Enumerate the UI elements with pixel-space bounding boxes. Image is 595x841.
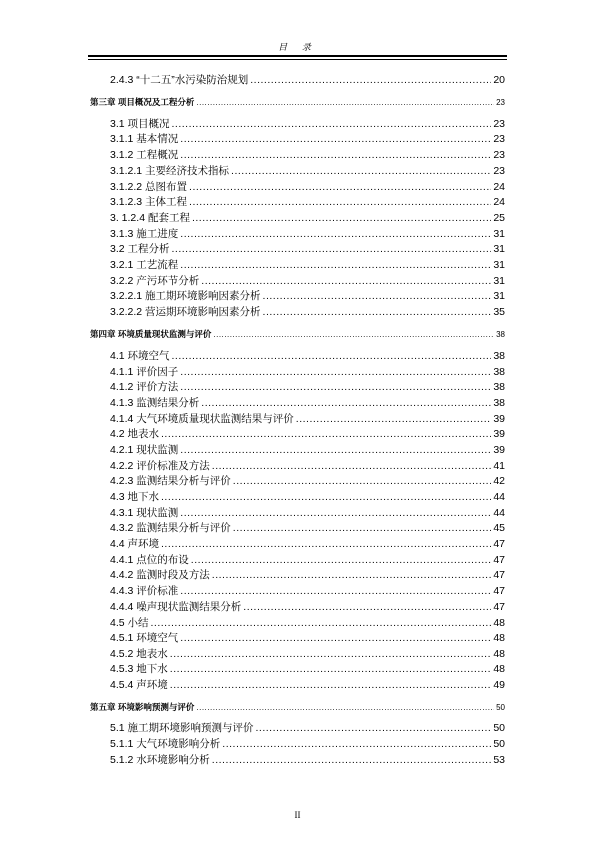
toc-entry[interactable] [110, 74, 505, 87]
toc-entry-page: 53 [493, 754, 505, 766]
toc-entry-title: 3.1.2.1 主要经济技术指标 [110, 165, 230, 177]
toc-entry-page: 24 [493, 181, 505, 193]
toc-entry-page: 35 [493, 306, 505, 318]
toc-entry-title: 4.5 小结 [110, 617, 149, 629]
toc-entry[interactable] [110, 259, 505, 272]
toc-entry[interactable] [110, 554, 505, 567]
toc-entry[interactable] [110, 228, 505, 241]
toc-dot-leader [180, 507, 491, 520]
toc-entry-title: 4.2.3 监测结果分析与评价 [110, 475, 231, 487]
toc-entry-title: 4.1.3 监测结果分析 [110, 397, 200, 409]
toc-entry-title: 4.3.2 监测结果分析与评价 [110, 522, 231, 534]
toc-dot-leader [196, 96, 494, 109]
toc-entry-title: 4.4.4 噪声现状监测结果分析 [110, 601, 242, 613]
toc-entry[interactable] [110, 196, 505, 209]
toc-entry-page: 47 [493, 554, 505, 566]
toc-entry-title: 4.3.1 现状监测 [110, 507, 179, 519]
toc-dot-leader [172, 118, 492, 131]
toc-entry-page: 49 [493, 679, 505, 691]
toc-entry-page: 50 [496, 703, 505, 712]
toc-entry-title: 5.1.1 大气环境影响分析 [110, 738, 221, 750]
toc-entry-title: 2.4.3 “十二五”水污染防治规划 [110, 74, 249, 86]
toc-entry-title: 4.4 声环境 [110, 538, 160, 550]
toc-entry[interactable] [110, 428, 505, 441]
toc-entry[interactable] [110, 754, 505, 767]
toc-entry[interactable] [110, 397, 505, 410]
toc-entry-page: 47 [493, 601, 505, 613]
toc-entry-page: 44 [493, 491, 505, 503]
toc-entry-title: 4.1.4 大气环境质量现状监测结果与评价 [110, 413, 294, 425]
toc-entry-page: 48 [493, 663, 505, 675]
toc-dot-leader [161, 491, 491, 504]
toc-entry-title: 3.2.2.1 施工期环境影响因素分析 [110, 290, 261, 302]
page-number: II [294, 810, 301, 820]
toc-dot-leader [263, 290, 492, 303]
toc-entry-page: 44 [493, 507, 505, 519]
toc-dot-leader [172, 350, 492, 363]
toc-entry-page: 45 [493, 522, 505, 534]
toc-entry[interactable] [110, 212, 505, 225]
toc-dot-leader [161, 428, 491, 441]
toc-dot-leader [189, 181, 491, 194]
toc-entry-page: 48 [493, 632, 505, 644]
toc-entry[interactable] [110, 350, 505, 363]
toc-chapter-entry[interactable] [90, 701, 505, 714]
toc-entry-title: 3.1 项目概况 [110, 118, 170, 130]
toc-dot-leader [180, 259, 491, 272]
toc-entry[interactable] [110, 679, 505, 692]
toc-entry-page: 41 [493, 460, 505, 472]
toc-dot-leader [180, 632, 491, 645]
toc-entry[interactable] [110, 460, 505, 473]
toc-entry-page: 48 [493, 648, 505, 660]
toc-entry-title: 第四章 环境质量现状监测与评价 [90, 329, 212, 339]
toc-entry[interactable] [110, 149, 505, 162]
toc-entry[interactable] [110, 413, 505, 426]
toc-entry-title: 4.1.1 评价因子 [110, 366, 179, 378]
toc-entry-title: 5.1.2 水环境影响分析 [110, 754, 210, 766]
toc-entry-title: 3.2 工程分析 [110, 243, 170, 255]
toc-chapter-entry[interactable] [90, 96, 505, 109]
toc-entry[interactable] [110, 118, 505, 131]
toc-entry[interactable] [110, 243, 505, 256]
toc-entry-page: 47 [493, 585, 505, 597]
toc-entry-page: 48 [493, 617, 505, 629]
toc-entry-page: 38 [493, 350, 505, 362]
toc-dot-leader [233, 475, 492, 488]
toc-entry[interactable] [110, 444, 505, 457]
toc-entry-title: 3.1.2.2 总图布置 [110, 181, 188, 193]
toc-entry-title: 4.1 环境空气 [110, 350, 170, 362]
toc-entry-page: 50 [493, 722, 505, 734]
toc-entry-title: 4.2.2 评价标准及方法 [110, 460, 210, 472]
toc-dot-leader [180, 228, 491, 241]
toc-entry-page: 31 [493, 290, 505, 302]
toc-entry-page: 38 [493, 397, 505, 409]
toc-dot-leader [180, 585, 491, 598]
toc-entry-title: 3. 1.2.4 配套工程 [110, 212, 190, 224]
toc-entry[interactable] [110, 306, 505, 319]
toc-entry-title: 4.2 地表水 [110, 428, 160, 440]
toc-dot-leader [222, 738, 491, 751]
toc-entry-page: 47 [493, 538, 505, 550]
toc-entry-title: 3.2.2 产污环节分析 [110, 275, 200, 287]
toc-entry-page: 31 [493, 259, 505, 271]
toc-entry-title: 3.2.2.2 营运期环境影响因素分析 [110, 306, 261, 318]
toc-entry-page: 42 [493, 475, 505, 487]
toc-entry[interactable] [110, 632, 505, 645]
toc-entry-page: 31 [493, 275, 505, 287]
toc-dot-leader [201, 275, 491, 288]
toc-entry-title: 4.4.2 监测时段及方法 [110, 569, 210, 581]
toc-dot-leader [191, 554, 492, 567]
toc-dot-leader [180, 444, 491, 457]
toc-entry-title: 第五章 环境影响预测与评价 [90, 702, 195, 712]
toc-entry-title: 第三章 项目概况及工程分析 [90, 97, 195, 107]
toc-entry[interactable] [110, 381, 505, 394]
toc-dot-leader [192, 212, 491, 225]
toc-entry-title: 3.1.2.3 主体工程 [110, 196, 188, 208]
toc-entry-title: 4.3 地下水 [110, 491, 160, 503]
toc-dot-leader [170, 663, 492, 676]
toc-dot-leader [196, 701, 494, 714]
toc-entry-page: 23 [493, 149, 505, 161]
toc-entry-title: 4.4.3 评价标准 [110, 585, 179, 597]
toc-dot-leader [172, 243, 492, 256]
toc-entry-page: 20 [493, 74, 505, 86]
toc-entry-page: 50 [493, 738, 505, 750]
toc-dot-leader [180, 366, 491, 379]
toc-entry-page: 38 [493, 366, 505, 378]
toc-entry[interactable] [110, 181, 505, 194]
toc-dot-leader [170, 648, 492, 661]
toc-dot-leader [212, 569, 492, 582]
toc-dot-leader [250, 74, 491, 87]
toc-entry[interactable] [110, 507, 505, 520]
toc-dot-leader [231, 165, 491, 178]
toc-entry[interactable] [110, 585, 505, 598]
toc-entry-page: 38 [496, 330, 505, 339]
toc-entry-page: 47 [493, 569, 505, 581]
toc-entry[interactable] [110, 522, 505, 535]
toc-dot-leader [170, 679, 492, 692]
toc-entry-title: 3.2.1 工艺流程 [110, 259, 179, 271]
toc-dot-leader [256, 722, 492, 735]
toc-entry[interactable] [110, 722, 505, 735]
toc-entry-title: 4.5.2 地表水 [110, 648, 168, 660]
toc-entry-page: 38 [493, 381, 505, 393]
toc-dot-leader [233, 522, 492, 535]
toc-entry[interactable] [110, 663, 505, 676]
toc-dot-leader [296, 413, 492, 426]
toc-entry[interactable] [110, 165, 505, 178]
toc-entry-page: 23 [493, 118, 505, 130]
toc-dot-leader [263, 306, 492, 319]
toc-entry-title: 3.1.1 基本情况 [110, 133, 179, 145]
toc-dot-leader [180, 149, 491, 162]
toc-entry-title: 3.1.2 工程概况 [110, 149, 179, 161]
toc-dot-leader [201, 397, 491, 410]
toc-dot-leader [151, 617, 492, 630]
toc-entry[interactable] [110, 491, 505, 504]
toc-entry-title: 4.5.3 地下水 [110, 663, 168, 675]
toc-entry[interactable] [110, 617, 505, 630]
toc-entry-title: 4.5.4 声环境 [110, 679, 168, 691]
toc-dot-leader [213, 328, 494, 341]
toc-entry-page: 23 [493, 133, 505, 145]
toc-entry-page: 23 [493, 165, 505, 177]
toc-entry[interactable] [110, 601, 505, 614]
toc-entry[interactable] [110, 569, 505, 582]
toc-entry[interactable] [110, 738, 505, 751]
toc-dot-leader [161, 538, 491, 551]
toc-entry-title: 4.2.1 现状监测 [110, 444, 179, 456]
toc-entry-title: 4.5.1 环境空气 [110, 632, 179, 644]
toc-entry[interactable] [110, 648, 505, 661]
toc-entry-page: 39 [493, 444, 505, 456]
toc-header-title: 目 录 [278, 43, 317, 53]
toc-dot-leader [212, 754, 492, 767]
toc-entry[interactable] [110, 290, 505, 303]
toc-entry[interactable] [110, 275, 505, 288]
toc-entry-title: 4.4.1 点位的布设 [110, 554, 189, 566]
toc-entry-page: 39 [493, 413, 505, 425]
toc-entry-page: 31 [493, 243, 505, 255]
toc-entry-page: 23 [496, 98, 505, 107]
toc-entry-title: 5.1 施工期环境影响预测与评价 [110, 722, 254, 734]
toc-dot-leader [189, 196, 491, 209]
toc-entry-title: 4.1.2 评价方法 [110, 381, 179, 393]
toc-dot-leader [180, 381, 491, 394]
toc-entry-page: 24 [493, 196, 505, 208]
toc-entry-title: 3.1.3 施工进度 [110, 228, 179, 240]
toc-entry[interactable] [110, 538, 505, 551]
toc-dot-leader [243, 601, 491, 614]
toc-chapter-entry[interactable] [90, 328, 505, 341]
toc-entry[interactable] [110, 475, 505, 488]
toc-entry-page: 39 [493, 428, 505, 440]
toc-entry-page: 31 [493, 228, 505, 240]
toc-entry-page: 25 [493, 212, 505, 224]
toc-entry[interactable] [110, 133, 505, 146]
toc-entry[interactable] [110, 366, 505, 379]
toc-dot-leader [180, 133, 491, 146]
toc-dot-leader [212, 460, 492, 473]
